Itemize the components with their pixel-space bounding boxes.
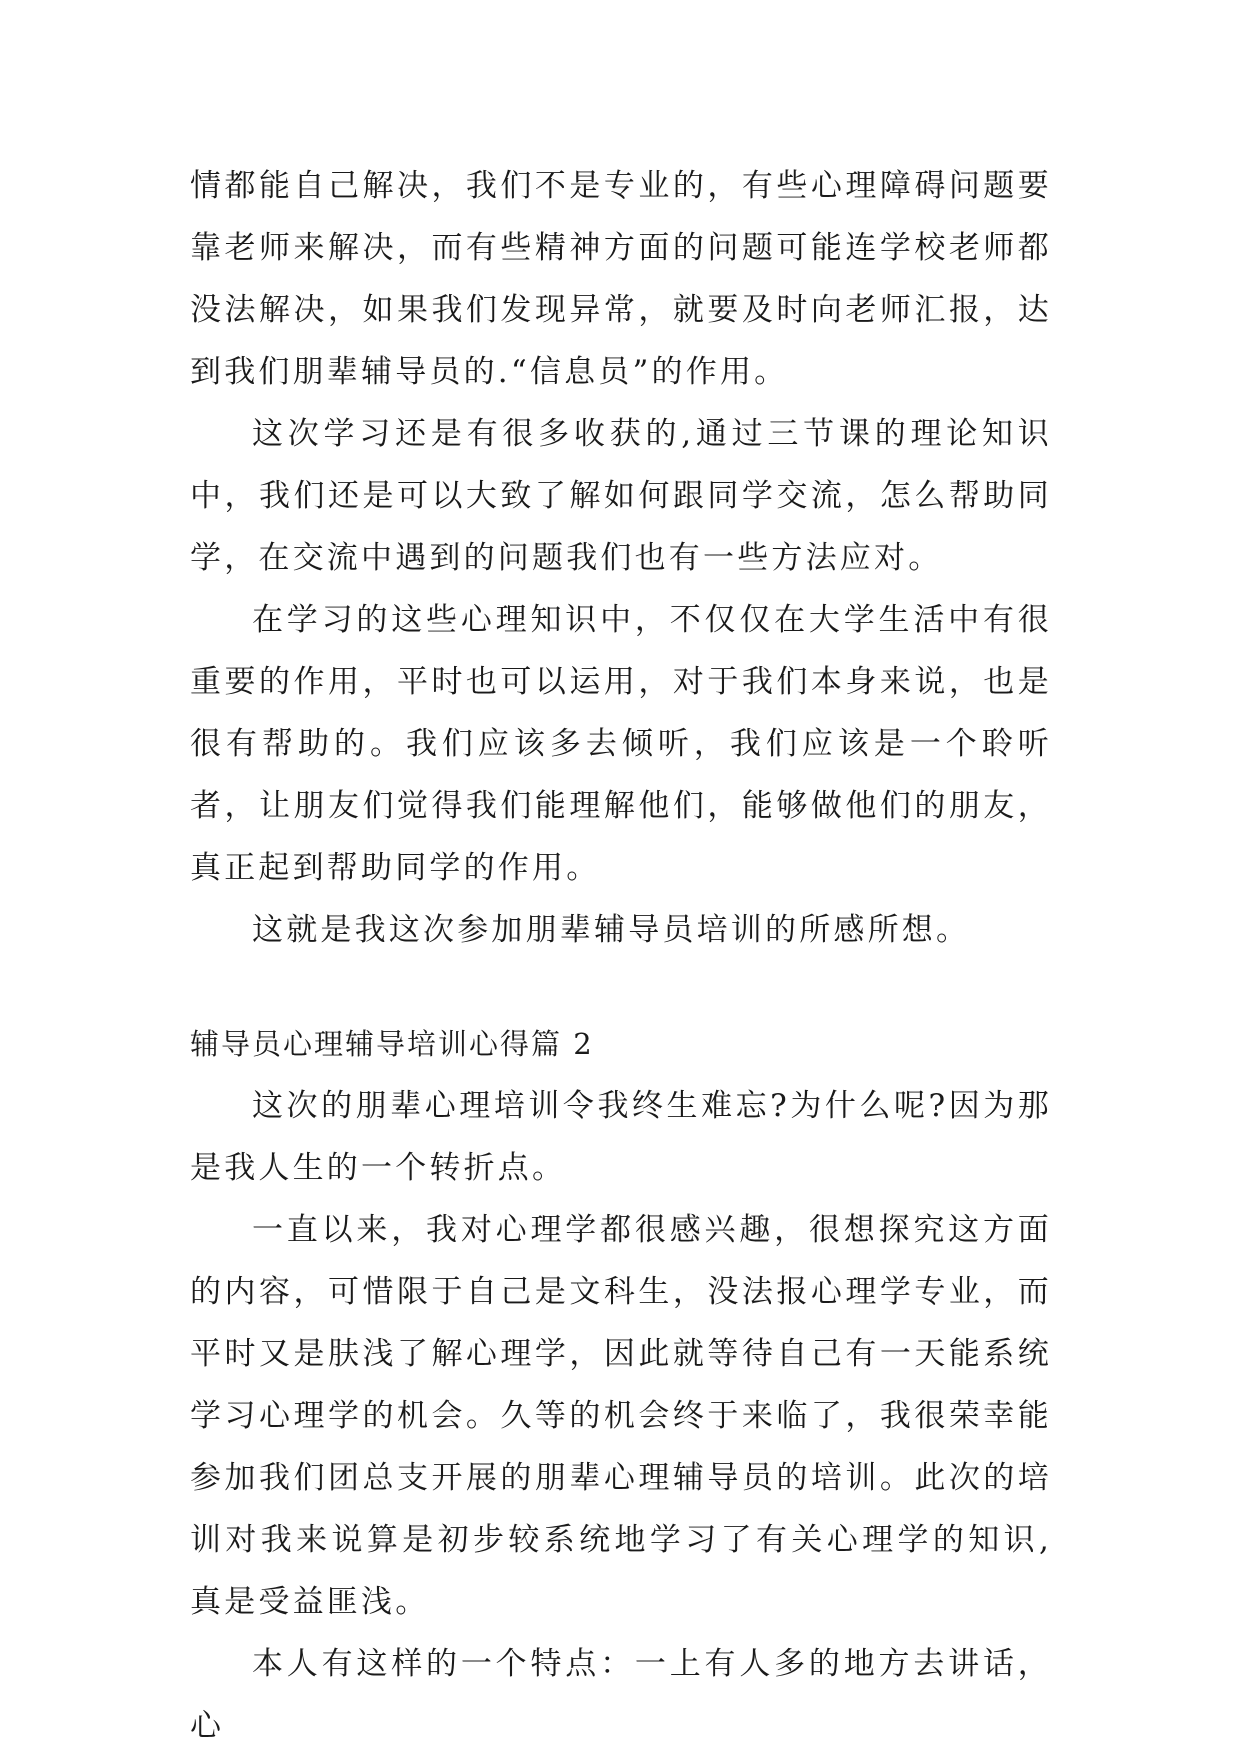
body-paragraph: 在学习的这些心理知识中，不仅仅在大学生活中有很重要的作用，平时也可以运用，对于我们本身来说，也是很有帮助的。我们应该多去倾听，我们应该是一个聆听者，让朋友们觉得我们能理解他们，能够做他们的朋友，真正起到帮助同学的作用。	[190, 602, 1052, 886]
body-paragraph: 本人有这样的一个特点：一上有人多的地方去讲话，心	[190, 1646, 1052, 1744]
section-heading: 辅导员心理辅导培训心得篇 2	[190, 1027, 594, 1061]
body-paragraph: 这次学习还是有很多收获的,通过三节课的理论知识中，我们还是可以大致了解如何跟同学交流，怎么帮助同学，在交流中遇到的问题我们也有一些方法应对。	[190, 416, 1052, 576]
body-paragraph: 这就是我这次参加朋辈辅导员培训的所感所想。	[252, 912, 971, 948]
document-page	[190, 155, 1052, 1757]
body-paragraph: 这次的朋辈心理培训令我终生难忘?为什么呢?因为那是我人生的一个转折点。	[190, 1088, 1052, 1186]
body-paragraph: 情都能自己解决，我们不是专业的，有些心理障碍问题要靠老师来解决，而有些精神方面的问题可能连学校老师都没法解决，如果我们发现异常，就要及时向老师汇报，达到我们朋辈辅导员的.“信息员”的作用。	[190, 168, 1052, 390]
body-paragraph: 一直以来，我对心理学都很感兴趣，很想探究这方面的内容，可惜限于自己是文科生，没法报心理学专业，而平时又是肤浅了解心理学，因此就等待自己有一天能系统学习心理学的机会。久等的机会终于来临了，我很荣幸能参加我们团总支开展的朋辈心理辅导员的培训。此次的培训对我来说算是初步较系统地学习了有关心理学的知识,真是受益匪浅。	[190, 1212, 1052, 1620]
